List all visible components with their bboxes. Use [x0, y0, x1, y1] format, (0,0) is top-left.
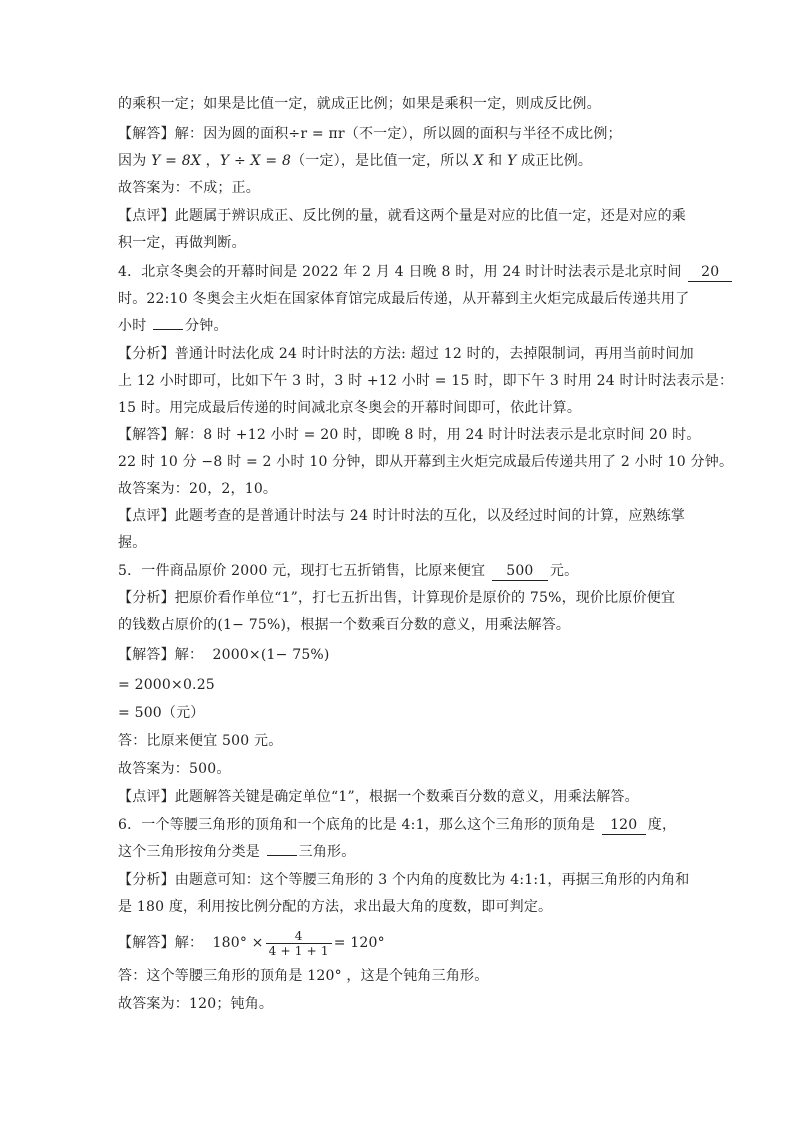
solution-line: [118, 645, 330, 665]
analysis-line: [118, 615, 570, 635]
analysis-line: [118, 870, 689, 890]
text: 【解答】解：8 时 +12 小时 = 20 时，即晚 8 时，用 24 时计时法表示是北京时间 20 时。: [118, 427, 701, 443]
solution-line: [118, 675, 215, 695]
text: 【解答】解： 2000×(1− 75%): [118, 647, 330, 663]
text: 分钟。: [185, 318, 228, 334]
text: 成正比例。: [516, 153, 593, 169]
solution-line: [118, 703, 205, 723]
text: 的钱数占原价的(1− 75%)，根据一个数乘百分数的意义，用乘法解答。: [118, 617, 571, 633]
text: 因为: [118, 153, 152, 169]
text: = 120°: [333, 935, 385, 951]
text: 15 时。用完成最后传递的时间减北京冬奥会的开幕时间即可，依此计算。: [118, 400, 582, 416]
variable: Y: [507, 153, 517, 169]
text: 4．北京冬奥会的开幕时间是 2022 年 2 月 4 日晚 8 时，用 24 时计时法表示是北京时间: [118, 264, 687, 280]
formula: Y ÷ X = 8: [219, 153, 292, 169]
comment-line: [118, 233, 246, 253]
text: 故答案为：500。: [118, 761, 231, 777]
comment-line: [118, 787, 639, 807]
fraction-numerator: 4: [294, 928, 303, 943]
answer-line: [118, 759, 231, 779]
answer-line: [118, 966, 488, 986]
fraction-denominator: 4 + 1 + 1: [266, 943, 332, 958]
text: 22 时 10 分 −8 时 = 2 小时 10 分钟，即从开幕到主火炬完成最后传递共用了 2 小时 10 分钟。: [118, 454, 734, 470]
text: 【点评】此题考查的是普通计时法与 24 时计时法的互化，以及经过时间的计算，应熟练掌: [118, 508, 686, 524]
text: 的乘积一定；如果是比值一定，就成正比例；如果是乘积一定，则成反比例。: [118, 96, 601, 112]
answer-blank: 120: [602, 817, 646, 835]
answer-line: [118, 994, 273, 1014]
text: 这个三角形按角分类是: [118, 844, 265, 860]
answer-blank: [267, 855, 297, 856]
text: 5．一件商品原价 2000 元，现打七五折销售，比原来便宜: [118, 563, 490, 579]
text: 答：比原来便宜 500 元。: [118, 733, 283, 749]
text: = 500（元）: [118, 705, 205, 721]
text: 故答案为：20，2，10。: [118, 481, 278, 497]
text: 度，: [647, 817, 677, 833]
text: 【分析】把原价看作单位“1”，打七五折出售，计算现价是原价的 75%，现价比原价便宜: [118, 590, 676, 606]
text: 故答案为：不成；正。: [118, 180, 260, 196]
answer-blank: 500: [492, 563, 548, 581]
fraction: [266, 929, 332, 958]
question-6: [118, 815, 676, 835]
text: 【点评】此题解答关键是确定单位“1”，根据一个数乘百分数的意义，用乘法解答。: [118, 789, 639, 805]
text: 是 180 度，利用按比例分配的方法，求出最大角的度数，即可判定。: [118, 899, 553, 915]
variable: X: [473, 153, 484, 169]
question-4: [118, 316, 228, 336]
text: ，: [201, 153, 220, 169]
analysis-line: [118, 897, 552, 917]
formula: Y = 8X: [151, 153, 202, 169]
text: 积一定，再做判断。: [118, 235, 246, 251]
analysis-line: [118, 398, 581, 418]
answer-line: [118, 479, 277, 499]
answer-line: [118, 178, 260, 198]
answer-blank: 20: [688, 264, 732, 282]
question-6: [118, 842, 355, 862]
text: 故答案为：120；钝角。: [118, 996, 274, 1012]
text: 和: [483, 153, 507, 169]
text: 【分析】由题意可知：这个等腰三角形的 3 个内角的度数比为 4:1:1，再据三角形的内角和: [118, 872, 690, 888]
solution-line: [118, 452, 733, 472]
solution-line: [118, 928, 385, 958]
solution-line: [118, 124, 622, 144]
solution-line: [118, 425, 701, 445]
analysis-line: [118, 588, 675, 608]
question-4: [118, 289, 689, 309]
text-line: [118, 94, 601, 114]
text: 元。: [549, 563, 579, 579]
answer-line: [118, 731, 282, 751]
comment-line: [118, 206, 686, 226]
text: 三角形。: [298, 844, 356, 860]
text: 握。: [118, 535, 147, 551]
text: = 2000×0.25: [118, 677, 215, 693]
answer-blank: [153, 329, 183, 330]
text: 时。22:10 冬奥会主火炬在国家体育馆完成最后传递，从开幕到主火炬完成最后传递共用了: [118, 291, 690, 307]
analysis-line: [118, 371, 733, 391]
comment-line: [118, 533, 146, 553]
text: 【解答】解： 180° ×: [118, 935, 264, 951]
comment-line: [118, 506, 685, 526]
text: 【分析】普通计时法化成 24 时计时法的方法: 超过 12 时的，去掉限制词，再用当前时间加: [118, 346, 694, 362]
text: 6．一个等腰三角形的顶角和一个底角的比是 4:1，那么这个三角形的顶角是: [118, 817, 600, 833]
text: 小时: [118, 318, 152, 334]
question-4: [118, 262, 734, 282]
text: 【点评】此题属于辨识成正、反比例的量，就看这两个量是对应的比值一定，还是对应的乘: [118, 208, 686, 224]
text: 上 12 小时即可，比如下午 3 时，3 时 +12 小时 = 15 时，即下午 3 时用 24 时计时法表示是：: [118, 373, 734, 389]
text: （一定），是比值一定，所以: [291, 153, 474, 169]
text: 答：这个等腰三角形的顶角是 120° ，这是个钝角三角形。: [118, 968, 489, 984]
text: 【解答】解：因为圆的面积÷r = πr（不一定），所以圆的面积与半径不成比例；: [118, 126, 622, 142]
question-5: [118, 561, 578, 581]
analysis-line: [118, 344, 694, 364]
solution-line: [118, 151, 592, 171]
